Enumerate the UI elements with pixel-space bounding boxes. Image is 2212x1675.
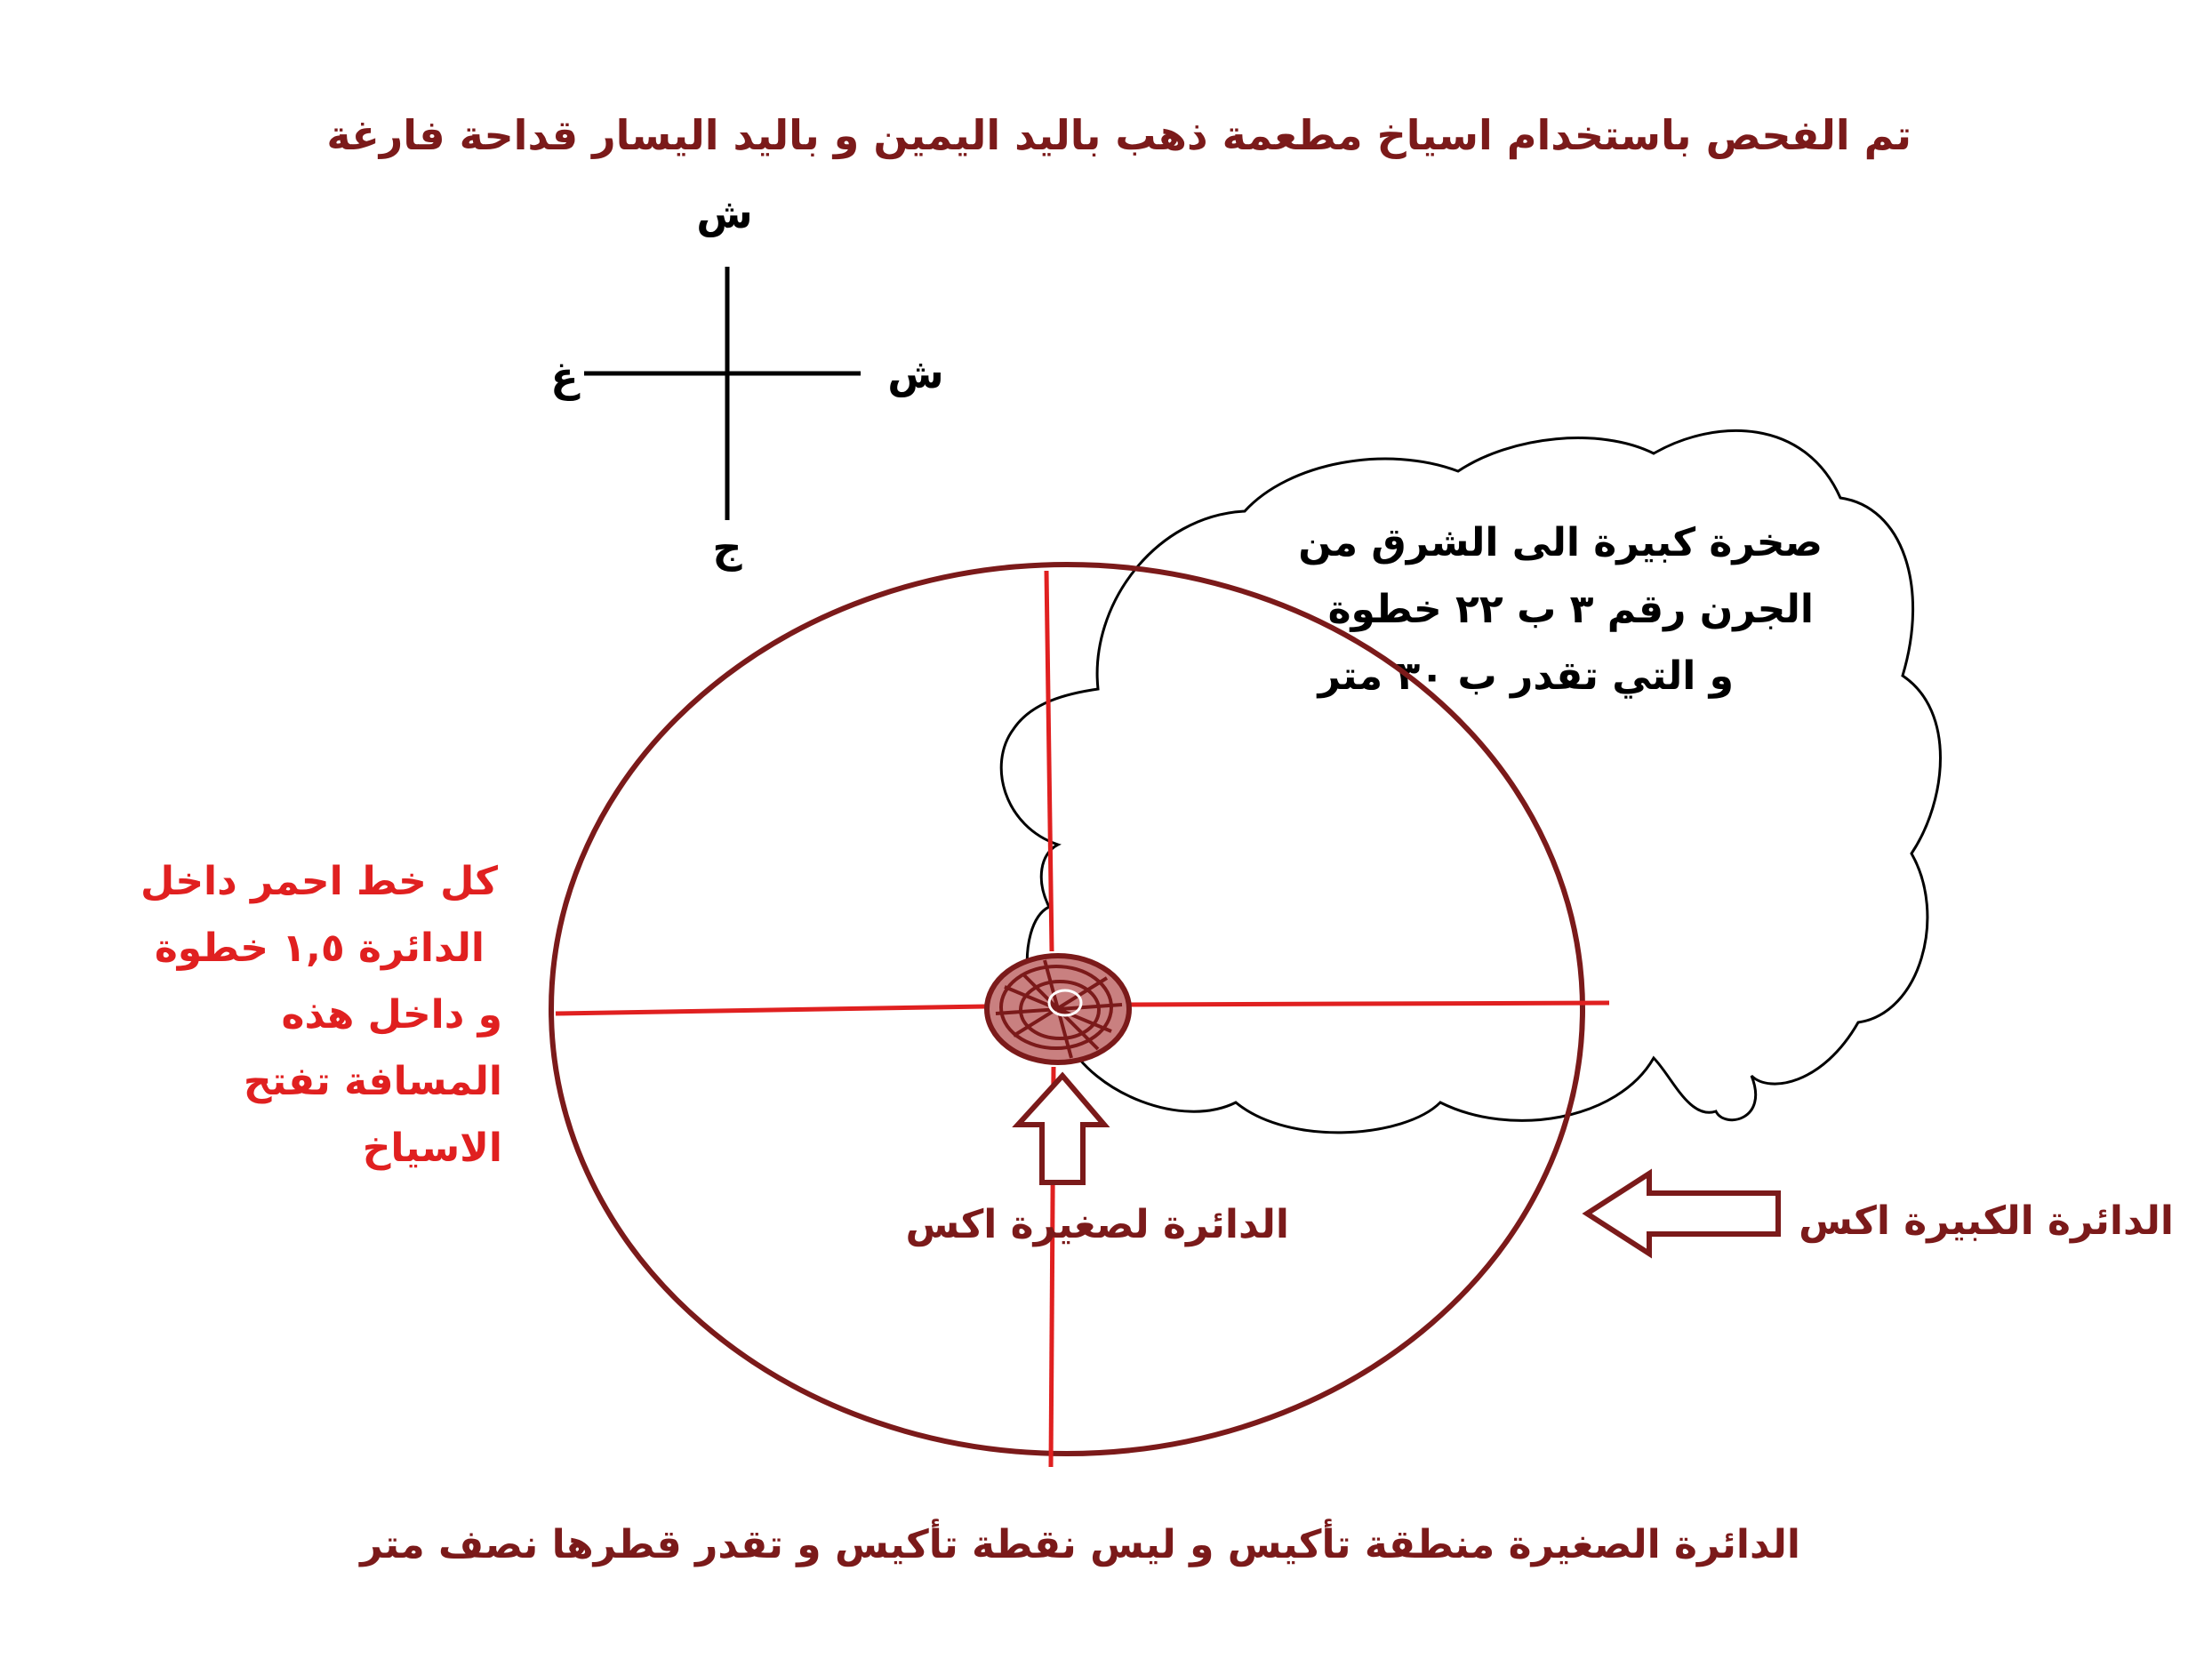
red-line-left xyxy=(556,1006,987,1014)
small-circle-label: الدائرة لصغيرة اكس xyxy=(905,1202,1289,1247)
small-circle-arrow-icon xyxy=(1018,1076,1104,1182)
cloud-text-line-1: صخرة كبيرة الى الشرق من xyxy=(1298,520,1823,565)
red-line-right xyxy=(1129,1003,1609,1005)
compass-north-label: ش xyxy=(696,189,753,237)
red-line-note-1: كل خط احمر داخل xyxy=(140,859,498,904)
cloud-text-line-3: و التي تقدر ب ٣٠ متر xyxy=(1318,653,1734,699)
compass-south-label: ج xyxy=(712,524,742,572)
compass-east-label: ش xyxy=(887,349,944,397)
red-line-note-2: الدائرة ١,٥ خطوة xyxy=(154,926,485,971)
red-line-note-3: و داخل هذه xyxy=(281,992,502,1038)
compass xyxy=(550,189,943,572)
big-circle-label: الدائرة الكبيرة اكس xyxy=(1799,1198,2174,1244)
red-line-note-4: المسافة تفتح xyxy=(243,1059,502,1104)
compass-west-label: غ xyxy=(550,353,579,401)
bottom-note: الدائرة الصغيرة منطقة تأكيس و ليس نقطة تأكيس و تقدر قطرها نصف متر xyxy=(360,1522,1800,1567)
red-line-note-5: الاسياخ xyxy=(362,1126,502,1171)
small-circle-x xyxy=(987,956,1129,1062)
big-circle-arrow-icon xyxy=(1587,1174,1778,1254)
cloud-text-line-2: الجرن رقم ٣ ب ٢٢ خطوة xyxy=(1327,587,1814,632)
diagram-title: تم الفحص باستخدام اسياخ مطعمة ذهب باليد اليمين و باليد اليسار قداحة فارغة xyxy=(326,111,1911,159)
